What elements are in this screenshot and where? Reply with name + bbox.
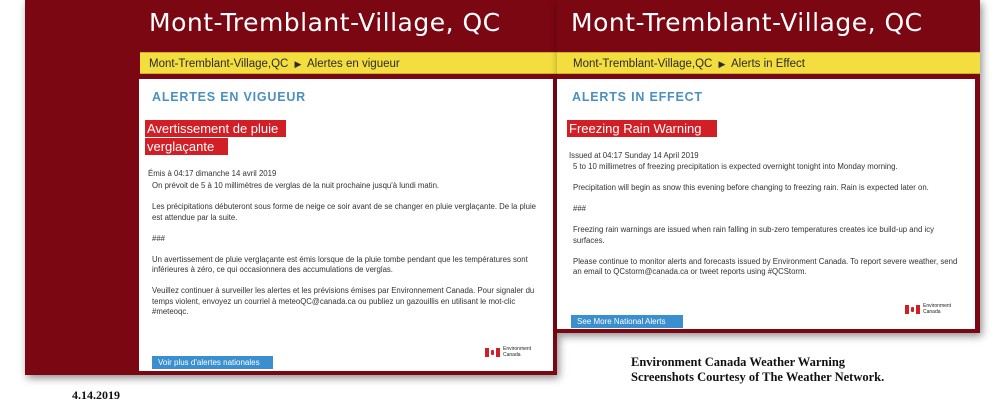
warning-title-line2: verglaçante (145, 138, 228, 155)
triangle-right-icon: ▶ (294, 59, 302, 69)
alert-paragraph: Veuillez continuer à surveiller les alertes et les prévisions émises par Environnement Canada. Pour signaler du temps violent, envoyez un courriel à meteoQC@canada.ca ou publiez un gazouillis en utilisant le mot-clic #meteoqc. (152, 286, 535, 316)
canada-flag-icon (905, 305, 920, 314)
alert-body (152, 181, 542, 328)
issued-timestamp: Issued at 04:17 Sunday 14 April 2019 (569, 151, 699, 160)
breadcrumb-current-page: Alerts in Effect (731, 58, 805, 70)
alert-separator: ### (152, 233, 166, 243)
caption-line1: Environment Canada Weather Warning (631, 355, 846, 369)
caption-line2: Screenshots Courtesy of The Weather Network. (631, 370, 885, 384)
canada-flag-icon (485, 348, 500, 357)
alert-content (139, 79, 553, 371)
breadcrumb (557, 52, 980, 74)
logo-line2: Canada (503, 351, 521, 358)
city-title: Mont-Tremblant-Village, QC (571, 8, 923, 37)
logo-line2: Canada (923, 308, 941, 315)
alert-paragraph: Please continue to monitor alerts and forecasts issued by Environment Canada. To report severe weather, send an email to QCstorm@canada.ca or tweet reports using #QCStorm. (573, 256, 958, 276)
city-title: Mont-Tremblant-Village, QC (149, 8, 501, 37)
alert-separator: ### (573, 204, 587, 213)
breadcrumb (140, 52, 557, 74)
date-label: 4.14.2019 (72, 388, 120, 402)
issued-timestamp: Émis à 04:17 dimanche 14 avril 2019 (148, 169, 277, 178)
breadcrumb-current-page: Alertes en vigueur (307, 58, 400, 70)
alert-paragraph: Un avertissement de pluie verglaçante est émis lorsque de la pluie tombe pendant que les températures sont inférieures à zéro, ce qui occasionnera des accumulations de verglas. (152, 254, 528, 274)
more-alerts-button[interactable]: See More National Alerts (571, 315, 683, 328)
triangle-right-icon: ▶ (718, 59, 726, 69)
environment-canada-logo (485, 347, 531, 358)
page-heading: ALERTES EN VIGUEUR (152, 90, 306, 104)
english-alert-panel (557, 0, 980, 333)
alert-content (557, 79, 975, 329)
logo-line1: Environment (923, 303, 952, 309)
logo-line1: Environment (503, 346, 532, 352)
environment-canada-logo (905, 304, 951, 315)
alert-paragraph: On prévoit de 5 à 10 millimètres de verglas de la nuit prochaine jusqu'à lundi matin. (152, 181, 440, 190)
more-alerts-button[interactable]: Voir plus d'alertes nationales (152, 356, 273, 369)
warning-title-line1: Avertissement de pluie (145, 120, 286, 137)
french-alert-panel (25, 0, 557, 375)
image-caption (631, 355, 884, 385)
warning-title: Freezing Rain Warning (567, 120, 717, 137)
alert-paragraph: Freezing rain warnings are issued when rain falling in sub-zero temperatures creates ice build-up and icy surfaces. (573, 225, 935, 245)
alert-paragraph: Les précipitations débuteront sous forme de neige ce soir avant de se changer en pluie verglaçante. De la pluie est attendue par la suite. (152, 202, 537, 222)
breadcrumb-location-link[interactable]: Mont-Tremblant-Village,QC (573, 58, 713, 70)
breadcrumb-location-link[interactable]: Mont-Tremblant-Village,QC (149, 58, 289, 70)
page-heading: ALERTS IN EFFECT (572, 90, 703, 104)
alert-paragraph: Precipitation will begin as snow this evening before changing to freezing rain. Rain is expected later on. (573, 183, 929, 192)
alert-body (573, 162, 965, 288)
alert-paragraph: 5 to 10 millimetres of freezing precipitation is expected overnight tonight into Monday morning. (573, 162, 898, 171)
